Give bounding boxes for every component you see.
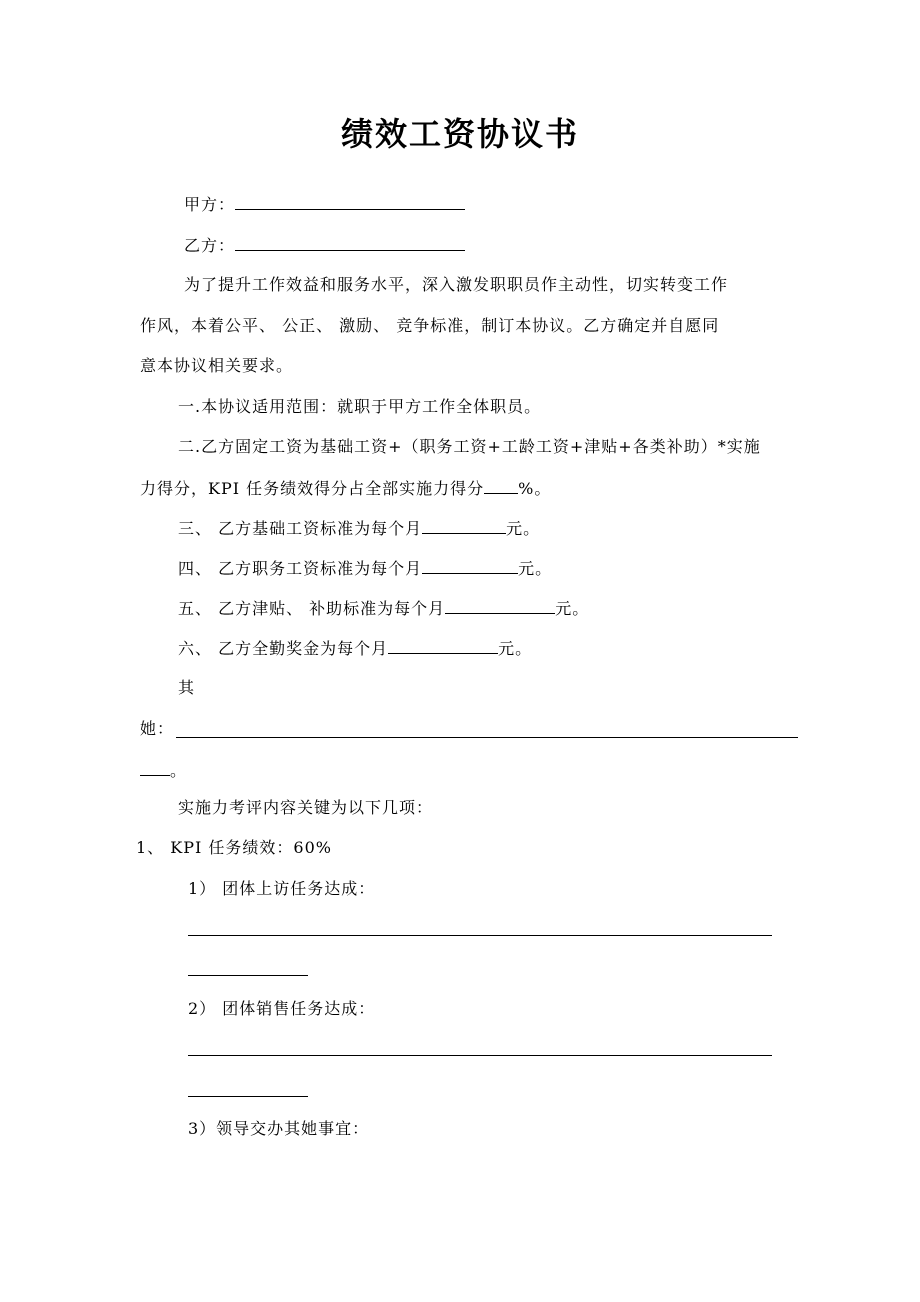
clause-3-text: 三、 乙方基础工资标准为每个月	[178, 519, 423, 538]
clause-6-text: 六、 乙方全勤奖金为每个月	[178, 639, 389, 658]
clause-6	[178, 637, 532, 660]
clause-1: 一.本协议适用范围：就职于甲方工作全体职员。	[178, 397, 542, 416]
allowance-blank	[445, 597, 555, 614]
clause-4-text: 四、 乙方职务工资标准为每个月	[178, 559, 423, 578]
party-a-line	[184, 193, 465, 216]
base-salary-blank	[422, 517, 506, 534]
yuan-label: 元。	[555, 599, 590, 618]
clause-5-text: 五、 乙方津贴、 补助标准为每个月	[178, 599, 446, 618]
clause-2-text: 力得分，KPI 任务绩效得分占全部实施力得分	[140, 479, 485, 498]
sub-item-2-blank-line-2	[188, 1096, 308, 1097]
other-blank-line	[176, 737, 798, 738]
sub-item-1-blank-line	[188, 935, 772, 936]
yuan-label: 元。	[498, 639, 533, 658]
sub-item-2-blank-line	[188, 1055, 772, 1056]
clause-5	[178, 597, 589, 620]
sub-item-1: 1） 团体上访任务达成：	[188, 879, 376, 898]
sub-item-3: 3）领导交办其她事宜：	[188, 1119, 370, 1138]
kpi-percent-blank	[484, 477, 518, 494]
yuan-label: 元。	[506, 519, 541, 538]
party-b-blank	[235, 234, 465, 251]
party-b-line	[184, 234, 465, 257]
other-label-part-2: 她：	[140, 719, 175, 738]
position-salary-blank	[422, 557, 518, 574]
kpi-heading: 1、 KPI 任务绩效：60%	[136, 838, 332, 857]
sub-item-2: 2） 团体销售任务达成：	[188, 999, 376, 1018]
clause-2-line-2	[140, 477, 551, 500]
assessment-intro: 实施力考评内容关键为以下几项：	[178, 798, 434, 817]
party-a-label: 甲方：	[184, 195, 236, 214]
yuan-label: 元。	[518, 559, 553, 578]
other-end-line	[140, 759, 187, 782]
clause-3	[178, 517, 540, 540]
document-title: 绩效工资协议书	[340, 115, 579, 153]
intro-line-2: 作风，本着公平、 公正、 激励、 竞争标准，制订本协议。乙方确定并自愿同	[140, 316, 720, 335]
clause-4	[178, 557, 552, 580]
party-b-label: 乙方：	[184, 236, 236, 255]
clause-2-line-1: 二.乙方固定工资为基础工资+（职务工资+工龄工资+津贴+各类补助）*实施	[178, 437, 761, 456]
sub-item-1-blank-line-2	[188, 975, 308, 976]
intro-line-3: 意本协议相关要求。	[140, 356, 294, 375]
other-label-part-1: 其	[178, 678, 196, 697]
other-end-mark: 。	[170, 761, 188, 780]
other-blank-continued	[140, 759, 170, 776]
percent-sign: %。	[518, 479, 552, 498]
party-a-blank	[235, 193, 465, 210]
attendance-bonus-blank	[388, 637, 498, 654]
intro-line-1: 为了提升工作效益和服务水平，深入激发职职员作主动性，切实转变工作	[184, 275, 729, 294]
